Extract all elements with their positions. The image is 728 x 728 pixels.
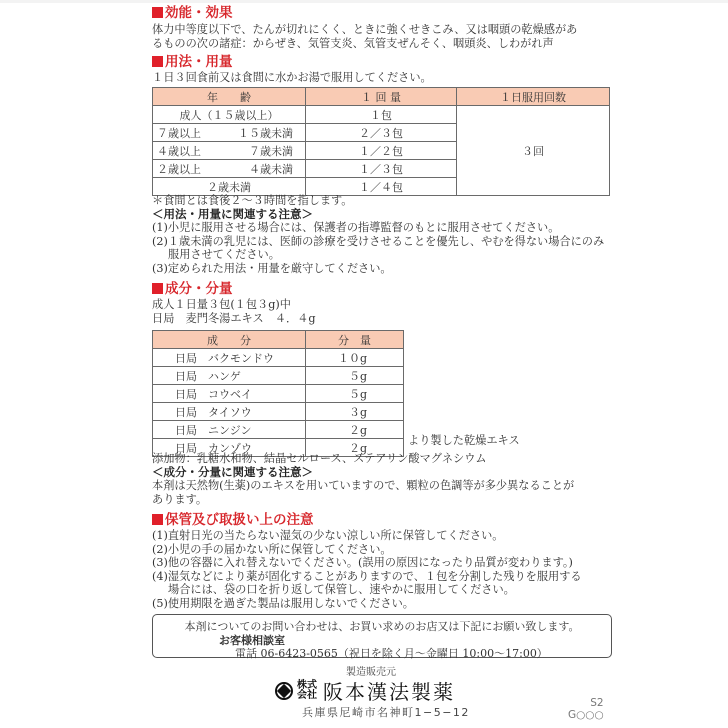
ingredient-cell: 日局 タイソウ — [153, 403, 306, 421]
table-row — [153, 106, 610, 124]
extract-suffix: より製した乾燥エキス — [408, 434, 520, 447]
storage-item-3: (3)他の容器に入れ替えないでください。(誤用の原因になったり品質が変わります。) — [152, 556, 573, 569]
dosage-caution-1: (1)小児に服用させる場合には、保護者の指導監督のもとに服用させてください。 — [152, 221, 560, 234]
company-address: 兵庫県尼崎市名神町1−5−12 — [302, 706, 470, 719]
ingredient-cell: 日局 ニンジン — [153, 421, 306, 439]
col-dose: １ 回 量 — [306, 88, 457, 106]
table-row — [153, 403, 404, 421]
ingredients-table — [152, 330, 404, 457]
age-cell: ２歳以上 ４歳未満 — [153, 160, 306, 178]
ingredients-caution-2: あります。 — [152, 493, 208, 506]
dosage-caution-2-cont: 服用させてください。 — [168, 248, 280, 261]
age-cell: ４歳以上 ７歳未満 — [153, 142, 306, 160]
daily-times-cell: ３回 — [457, 106, 610, 196]
dosage-caution-2: (2)１歳未満の乳児には、医師の診療を受けさせることを優先し、やむを得ない場合にのみ — [152, 235, 605, 248]
corp-type: 株式 会社 — [297, 679, 317, 701]
ingredients-caution-1: 本剤は天然物(生薬)のエキスを用いていますので、顆粒の色調等が多少異なることが — [152, 479, 575, 492]
col-amount: 分 量 — [306, 331, 404, 349]
table-row — [153, 385, 404, 403]
col-daily-times: １日服用回数 — [457, 88, 610, 106]
amount-cell: ５g — [306, 385, 404, 403]
amount-cell: １０g — [306, 349, 404, 367]
top-strip — [0, 0, 728, 3]
ingredient-cell: 日局 バクモンドウ — [153, 349, 306, 367]
ingredients-heading: 成分・分量 — [152, 281, 233, 297]
age-cell: ２歳未満 — [153, 178, 306, 196]
red-square-icon — [152, 7, 163, 18]
efficacy-line-1: 体力中等度以下で、たんが切れにくく、ときに強くせきこみ、又は咽頭の乾燥感があ — [152, 23, 578, 36]
ingredient-cell: 日局 コウベイ — [153, 385, 306, 403]
contact-box — [152, 614, 612, 658]
amount-cell: ２g — [306, 421, 404, 439]
red-square-icon — [152, 56, 163, 67]
age-cell: 成人（１５歳以上） — [153, 106, 306, 124]
efficacy-line-2: るものの次の諸症：からぜき、気管支炎、気管支ぜんそく、咽頭炎、しわがれ声 — [152, 37, 554, 50]
dose-cell: １／４包 — [306, 178, 457, 196]
dosage-table — [152, 87, 610, 196]
efficacy-heading: 効能・効果 — [152, 5, 233, 21]
dose-cell: １包 — [306, 106, 457, 124]
ingredient-cell: 日局 ハンゲ — [153, 367, 306, 385]
dosage-footnote: ＊食間とは食後２～３時間を指します。 — [152, 194, 353, 207]
storage-item-5: (5)使用期限を過ぎた製品は服用しないでください。 — [152, 597, 414, 610]
amount-cell: ２g — [306, 439, 404, 457]
ingredient-cell: 日局 カンゾウ — [153, 439, 306, 457]
table-row — [153, 421, 404, 439]
storage-item-1: (1)直射日光の当たらない湿気の少ない涼しい所に保管してください。 — [152, 529, 504, 542]
dose-cell: ２／３包 — [306, 124, 457, 142]
ingredients-line-1: 成人１日量３包(１包３g)中 — [152, 298, 291, 311]
ingredients-caution-title: ＜成分・分量に関連する注意＞ — [152, 465, 313, 479]
company-name: 阪本漢法製薬 — [323, 680, 455, 704]
age-cell: ７歳以上 １５歳未満 — [153, 124, 306, 142]
amount-cell: ５g — [306, 367, 404, 385]
col-ingredient: 成 分 — [153, 331, 306, 349]
storage-item-2: (2)小児の手の届かない所に保管してください。 — [152, 543, 392, 556]
storage-heading: 保管及び取扱い上の注意 — [152, 512, 314, 528]
dosage-caution-3: (3)定められた用法・用量を厳守してください。 — [152, 262, 392, 275]
col-age: 年 齢 — [153, 88, 306, 106]
dosage-intro: １日３回食前又は食間に水かお湯で服用してください。 — [152, 71, 432, 84]
product-code: S2 G○○○ — [568, 697, 604, 721]
dose-cell: １／２包 — [306, 142, 457, 160]
ingredients-line-2: 日局 麦門冬湯エキス ４．４g — [152, 312, 316, 325]
storage-item-4: (4)湿気などにより薬が固化することがありますので、１包を分割した残りを服用する — [152, 570, 582, 583]
company-logo — [275, 676, 455, 705]
storage-item-4-cont: 場合には、袋の口を折り返して保管し、速やかに服用してください。 — [168, 583, 515, 596]
dosage-heading: 用法・用量 — [152, 54, 233, 70]
customer-service-label: お客様相談室 — [219, 634, 285, 647]
additives: 添加物：乳糖水和物、結晶セルロース、ステアリン酸マグネシウム — [152, 452, 487, 465]
table-row — [153, 367, 404, 385]
manufacturer-label: 製造販売元 — [346, 667, 396, 678]
red-square-icon — [152, 283, 163, 294]
company-mark-icon — [275, 682, 293, 700]
dosage-caution-title: ＜用法・用量に関連する注意＞ — [152, 207, 313, 221]
amount-cell: ３g — [306, 403, 404, 421]
red-square-icon — [152, 514, 163, 525]
table-row — [153, 349, 404, 367]
contact-line: 本剤についてのお問い合わせは、お買い求めのお店又は下記にお願い致します。 — [184, 620, 580, 633]
contact-phone: 電話 06-6423-0565（祝日を除く月～金曜日 10:00～17:00） — [235, 647, 548, 660]
dose-cell: １／３包 — [306, 160, 457, 178]
